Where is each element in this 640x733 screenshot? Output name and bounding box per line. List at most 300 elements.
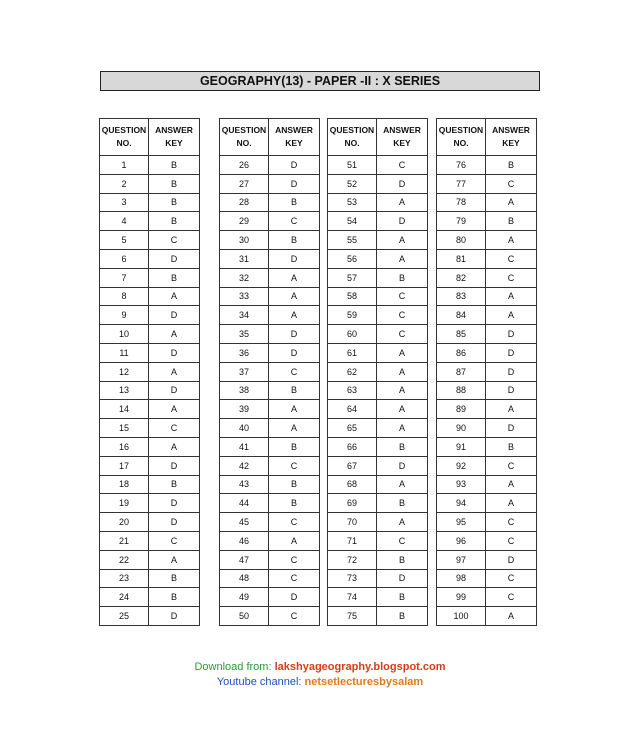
table-row [220,550,320,569]
answer-value: A [377,193,428,212]
header-text: ANSWER [492,125,530,135]
answer-value: C [486,588,537,607]
question-number: 59 [328,306,377,325]
answer-value: C [377,325,428,344]
question-number: 73 [328,569,377,588]
answer-value: A [149,287,200,306]
answer-value: A [486,475,537,494]
answer-value: A [486,607,537,626]
answer-value: A [486,400,537,419]
question-number: 72 [328,550,377,569]
question-number: 2 [100,174,149,193]
table-row [328,400,428,419]
header-text: QUESTION [438,125,484,135]
table-row [100,494,200,513]
question-number: 57 [328,268,377,287]
question-no-header [328,119,377,156]
table-row [220,156,320,175]
answer-value: B [269,231,320,250]
table-row [220,174,320,193]
answer-value: D [269,343,320,362]
answer-value: A [377,513,428,532]
header-text: ANSWER [155,125,193,135]
question-number: 64 [328,400,377,419]
download-label: Download from: [194,661,272,673]
answer-value: D [269,174,320,193]
table-row [437,287,537,306]
answer-value: B [149,475,200,494]
answer-value: C [377,306,428,325]
table-row [328,569,428,588]
table-row [328,475,428,494]
question-number: 54 [328,212,377,231]
question-number: 76 [437,156,486,175]
answer-value: B [269,494,320,513]
answer-value: D [269,588,320,607]
table-row [100,588,200,607]
table-row [437,569,537,588]
table-row [100,456,200,475]
question-number: 39 [220,400,269,419]
answer-value: D [486,343,537,362]
answer-value: B [377,268,428,287]
answer-value: B [377,437,428,456]
table-row [437,437,537,456]
question-number: 92 [437,456,486,475]
header-text: KEY [165,138,183,148]
table-row [100,437,200,456]
table-row [100,569,200,588]
answer-value: A [149,400,200,419]
question-number: 1 [100,156,149,175]
table-row [220,607,320,626]
answer-value: A [486,231,537,250]
answer-value: B [269,475,320,494]
answer-value: D [149,343,200,362]
header-text: QUESTION [329,125,375,135]
download-link[interactable]: lakshyageography.blogspot.com [274,661,446,673]
table-row [328,381,428,400]
question-number: 28 [220,193,269,212]
answer-value: D [269,249,320,268]
table-row [437,174,537,193]
answer-value: C [269,212,320,231]
question-number: 33 [220,287,269,306]
question-number: 22 [100,550,149,569]
table-row [328,174,428,193]
table-row [220,268,320,287]
header-text: KEY [502,138,520,148]
answer-value: C [486,513,537,532]
question-number: 94 [437,494,486,513]
question-number: 89 [437,400,486,419]
answer-value: A [269,419,320,438]
answer-value: D [377,456,428,475]
table-row [100,268,200,287]
answer-value: A [486,306,537,325]
table-row [100,287,200,306]
question-number: 48 [220,569,269,588]
table-row [220,400,320,419]
question-number: 77 [437,174,486,193]
answer-value: C [486,569,537,588]
question-number: 82 [437,268,486,287]
question-number: 7 [100,268,149,287]
answer-value: C [269,550,320,569]
answer-value: A [486,193,537,212]
question-no-header [100,119,149,156]
question-number: 38 [220,381,269,400]
question-number: 83 [437,287,486,306]
table-row [328,531,428,550]
table-row [437,231,537,250]
answer-value: B [149,174,200,193]
question-number: 12 [100,362,149,381]
question-number: 71 [328,531,377,550]
question-number: 58 [328,287,377,306]
table-row [328,437,428,456]
answer-value: C [486,174,537,193]
answer-value: C [486,249,537,268]
question-number: 66 [328,437,377,456]
table-row [328,456,428,475]
answer-table [219,118,320,626]
question-number: 15 [100,419,149,438]
answer-value: C [269,456,320,475]
table-row [328,494,428,513]
question-number: 13 [100,381,149,400]
answer-value: D [377,174,428,193]
question-number: 61 [328,343,377,362]
table-row [328,156,428,175]
header-text: NO. [116,138,132,148]
youtube-line [0,676,640,688]
question-number: 42 [220,456,269,475]
question-number: 16 [100,437,149,456]
page-title: GEOGRAPHY(13) - PAPER -II : X SERIES [100,71,540,91]
answer-value: C [269,362,320,381]
answer-value: A [377,249,428,268]
table-row [437,362,537,381]
table-row [220,381,320,400]
download-line [0,661,640,673]
table-row [437,494,537,513]
question-number: 65 [328,419,377,438]
answer-value: A [377,381,428,400]
table-row [220,343,320,362]
answer-key-header [269,119,320,156]
question-number: 85 [437,325,486,344]
answer-value: B [486,212,537,231]
answer-value: D [377,212,428,231]
question-number: 8 [100,287,149,306]
answer-value: D [486,325,537,344]
question-no-header [437,119,486,156]
question-number: 79 [437,212,486,231]
question-number: 81 [437,249,486,268]
table-row [328,212,428,231]
answer-value: C [486,268,537,287]
answer-value: A [269,268,320,287]
question-number: 44 [220,494,269,513]
table-row [437,550,537,569]
table-row [328,249,428,268]
question-number: 55 [328,231,377,250]
answer-table [436,118,537,626]
question-number: 56 [328,249,377,268]
answer-value: D [486,419,537,438]
answer-value: C [486,456,537,475]
question-number: 17 [100,456,149,475]
table-row [328,287,428,306]
table-row [100,419,200,438]
table-row [100,607,200,626]
table-row [328,588,428,607]
table-row [328,193,428,212]
answer-value: C [486,531,537,550]
question-number: 43 [220,475,269,494]
table-row [437,325,537,344]
question-no-header [220,119,269,156]
answer-value: A [377,400,428,419]
header-text: ANSWER [275,125,313,135]
table-row [328,362,428,381]
header-text: ANSWER [383,125,421,135]
table-row [328,306,428,325]
answer-value: D [486,550,537,569]
table-row [437,456,537,475]
table-row [220,531,320,550]
youtube-label: Youtube channel: [216,676,302,688]
table-row [100,156,200,175]
table-header-row [437,119,537,156]
header-text: QUESTION [101,125,147,135]
table-row [220,193,320,212]
answer-value: B [486,156,537,175]
question-number: 69 [328,494,377,513]
question-number: 50 [220,607,269,626]
answer-value: D [149,249,200,268]
answer-value: D [377,569,428,588]
table-header-row [220,119,320,156]
table-row [220,231,320,250]
question-number: 10 [100,325,149,344]
answer-value: B [149,156,200,175]
answer-value: D [149,607,200,626]
question-number: 70 [328,513,377,532]
question-number: 98 [437,569,486,588]
answer-value: B [377,588,428,607]
question-number: 52 [328,174,377,193]
question-number: 29 [220,212,269,231]
table-row [100,212,200,231]
table-row [437,306,537,325]
answer-value: A [486,287,537,306]
table-row [328,325,428,344]
answer-value: A [269,531,320,550]
answer-value: A [377,362,428,381]
header-text: NO. [453,138,469,148]
table-row [100,475,200,494]
answer-value: A [149,437,200,456]
question-number: 60 [328,325,377,344]
table-row [100,343,200,362]
table-row [100,550,200,569]
table-row [100,193,200,212]
table-header-row [328,119,428,156]
answer-value: D [269,156,320,175]
question-number: 34 [220,306,269,325]
table-row [220,287,320,306]
answer-value: D [149,494,200,513]
table-row [328,550,428,569]
answer-table [327,118,428,626]
table-row [220,437,320,456]
answer-value: A [377,231,428,250]
question-number: 19 [100,494,149,513]
question-number: 96 [437,531,486,550]
answer-value: C [269,607,320,626]
table-row [220,306,320,325]
answer-value: B [149,268,200,287]
answer-value: D [269,325,320,344]
table-row [437,475,537,494]
question-number: 46 [220,531,269,550]
answer-value: D [149,456,200,475]
table-row [100,513,200,532]
question-number: 18 [100,475,149,494]
question-number: 67 [328,456,377,475]
question-number: 40 [220,419,269,438]
question-number: 47 [220,550,269,569]
answer-value: A [377,475,428,494]
answer-value: C [377,287,428,306]
header-text: QUESTION [221,125,267,135]
answer-value: C [377,156,428,175]
question-number: 37 [220,362,269,381]
answer-value: B [149,212,200,231]
table-row [328,268,428,287]
answer-table [99,118,200,626]
table-row [328,513,428,532]
question-number: 88 [437,381,486,400]
table-row [328,231,428,250]
question-number: 78 [437,193,486,212]
question-number: 30 [220,231,269,250]
answer-value: A [269,400,320,419]
header-text: NO. [236,138,252,148]
question-number: 21 [100,531,149,550]
answer-value: B [377,494,428,513]
table-row [437,212,537,231]
answer-value: D [486,362,537,381]
question-number: 14 [100,400,149,419]
table-row [437,156,537,175]
question-number: 25 [100,607,149,626]
question-number: 87 [437,362,486,381]
table-row [437,249,537,268]
table-row [220,588,320,607]
header-text: KEY [393,138,411,148]
question-number: 20 [100,513,149,532]
answer-value: C [377,531,428,550]
answer-value: B [149,569,200,588]
table-row [437,193,537,212]
youtube-link[interactable]: netsetlecturesbysalam [304,676,424,688]
question-number: 24 [100,588,149,607]
question-number: 23 [100,569,149,588]
table-row [328,419,428,438]
question-number: 49 [220,588,269,607]
answer-value: A [149,325,200,344]
answer-value: B [269,193,320,212]
header-text: KEY [285,138,303,148]
answer-key-header [149,119,200,156]
table-row [220,475,320,494]
question-number: 75 [328,607,377,626]
table-row [437,607,537,626]
table-row [220,362,320,381]
answer-value: C [149,419,200,438]
question-number: 99 [437,588,486,607]
question-number: 86 [437,343,486,362]
answer-value: D [149,513,200,532]
question-number: 31 [220,249,269,268]
answer-value: C [149,531,200,550]
question-number: 5 [100,231,149,250]
question-number: 84 [437,306,486,325]
question-number: 62 [328,362,377,381]
answer-value: B [269,381,320,400]
question-number: 63 [328,381,377,400]
table-row [220,212,320,231]
table-row [220,513,320,532]
table-row [328,343,428,362]
table-row [437,381,537,400]
table-row [100,362,200,381]
table-row [437,588,537,607]
answer-value: A [149,362,200,381]
question-number: 6 [100,249,149,268]
question-number: 26 [220,156,269,175]
answer-value: C [269,569,320,588]
answer-value: A [377,343,428,362]
question-number: 53 [328,193,377,212]
question-number: 32 [220,268,269,287]
question-number: 3 [100,193,149,212]
table-row [220,569,320,588]
table-row [220,419,320,438]
answer-key-header [486,119,537,156]
question-number: 80 [437,231,486,250]
answer-value: D [149,306,200,325]
table-row [437,400,537,419]
question-number: 68 [328,475,377,494]
table-row [220,456,320,475]
table-row [220,325,320,344]
table-row [100,174,200,193]
table-row [100,325,200,344]
table-row [100,306,200,325]
table-row [100,231,200,250]
answer-value: B [377,607,428,626]
table-row [437,268,537,287]
question-number: 90 [437,419,486,438]
question-number: 97 [437,550,486,569]
question-number: 51 [328,156,377,175]
answer-key-header [377,119,428,156]
question-number: 27 [220,174,269,193]
